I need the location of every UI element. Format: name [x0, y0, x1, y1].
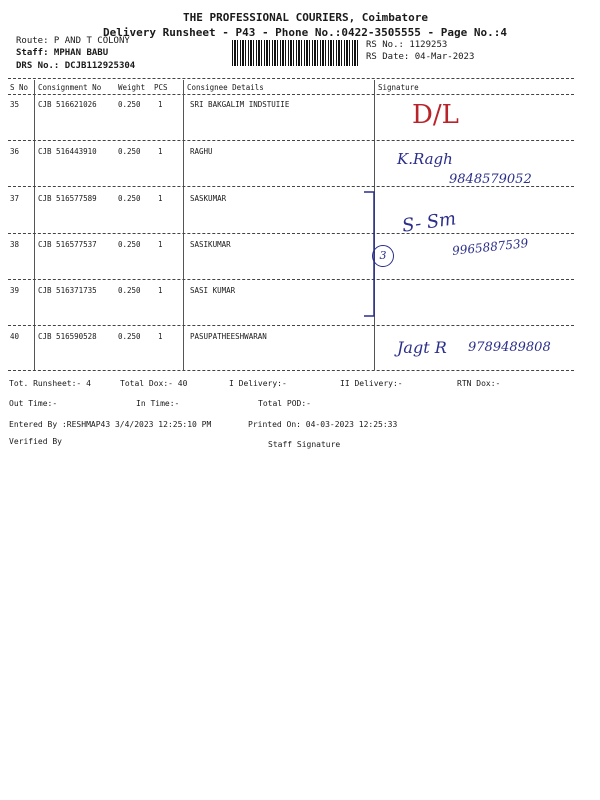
row-consignment: CJB 516621026: [38, 100, 97, 109]
table-bottom-rule: [8, 370, 574, 371]
drs-number: DRS No.: DCJB112925304: [16, 61, 136, 71]
col-signature: Signature: [378, 83, 419, 92]
signature-name: Jagt R: [397, 338, 447, 357]
printed-on: Printed On: 04-03-2023 12:25:33: [248, 420, 398, 429]
row-consignee: SASI KUMAR: [190, 286, 236, 295]
row-sno: 35: [10, 100, 20, 109]
row-sno: 36: [10, 147, 20, 156]
out-time: Out Time:-: [9, 399, 58, 408]
row-rule: [8, 140, 574, 141]
signature-phone: 9848579052: [449, 172, 532, 187]
second-delivery: II Delivery:-: [340, 379, 403, 388]
signature-phone: 9789489808: [468, 340, 551, 355]
signature-scribble: S- Sm: [400, 208, 458, 237]
row-consignment: CJB 516577537: [38, 240, 97, 249]
column-divider: [183, 80, 184, 370]
total-pod: Total POD:-: [258, 399, 311, 408]
row-consignment: CJB 516443910: [38, 147, 97, 156]
total-runsheet: Tot. Runsheet:- 4: [9, 379, 91, 388]
staff-label: Staff: MPHAN BABU: [16, 48, 109, 58]
row-consignee: SASIKUMAR: [190, 240, 231, 249]
row-weight: 0.250: [118, 240, 141, 249]
row-pcs: 1: [158, 147, 163, 156]
col-sno: S No: [10, 83, 29, 92]
barcode: [232, 40, 360, 66]
row-rule: [8, 279, 574, 280]
row-consignment: CJB 516577589: [38, 194, 97, 203]
row-sno: 38: [10, 240, 20, 249]
verified-by: Verified By: [9, 437, 62, 446]
rs-date: RS Date: 04-Mar-2023: [366, 52, 475, 62]
row-consignee: PASUPATHEESHWARAN: [190, 332, 267, 341]
col-consignee: Consignee Details: [187, 83, 264, 92]
rs-number: RS No.: 1129253: [366, 40, 448, 50]
col-pcs: PCS: [154, 83, 168, 92]
signature-dl: D/L: [412, 100, 459, 130]
row-weight: 0.250: [118, 332, 141, 341]
signature-name: K.Ragh: [397, 150, 453, 168]
col-weight: Weight: [118, 83, 146, 92]
row-pcs: 1: [158, 332, 163, 341]
first-delivery: I Delivery:-: [229, 379, 287, 388]
row-rule: [8, 325, 574, 326]
row-consignee: SASKUMAR: [190, 194, 227, 203]
runsheet-subtitle: Delivery Runsheet - P43 - Phone No.:0422-3505555 - Page No.:4: [103, 26, 507, 39]
row-weight: 0.250: [118, 147, 141, 156]
total-dox: Total Dox:- 40: [120, 379, 188, 388]
row-pcs: 1: [158, 100, 163, 109]
row-sno: 40: [10, 332, 20, 341]
table-header-rule: [8, 94, 574, 95]
row-consignment: CJB 516590528: [38, 332, 97, 341]
in-time: In Time:-: [136, 399, 180, 408]
route-label: Route: P AND T COLONY: [16, 36, 130, 46]
row-consignment: CJB 516371735: [38, 286, 97, 295]
row-sno: 37: [10, 194, 20, 203]
row-pcs: 1: [158, 286, 163, 295]
circled-number: 3: [372, 245, 394, 267]
row-sno: 39: [10, 286, 20, 295]
signature-phone: 9965887539: [451, 236, 529, 258]
row-pcs: 1: [158, 194, 163, 203]
row-weight: 0.250: [118, 286, 141, 295]
table-top-rule: [8, 78, 574, 79]
row-rule: [8, 233, 574, 234]
row-consignee: SRI BAKGALIM INDSTUIIE: [190, 100, 290, 109]
row-consignee: RAGHU: [190, 147, 213, 156]
return-dox: RTN Dox:-: [457, 379, 501, 388]
entered-by: Entered By :RESHMAP43 3/4/2023 12:25:10 PM: [9, 420, 212, 429]
col-consignment: Consignment No: [38, 83, 102, 92]
column-divider: [34, 80, 35, 370]
company-title: THE PROFESSIONAL COURIERS, Coimbatore: [183, 11, 429, 24]
row-pcs: 1: [158, 240, 163, 249]
row-weight: 0.250: [118, 194, 141, 203]
row-weight: 0.250: [118, 100, 141, 109]
staff-signature-label: Staff Signature: [268, 440, 341, 449]
